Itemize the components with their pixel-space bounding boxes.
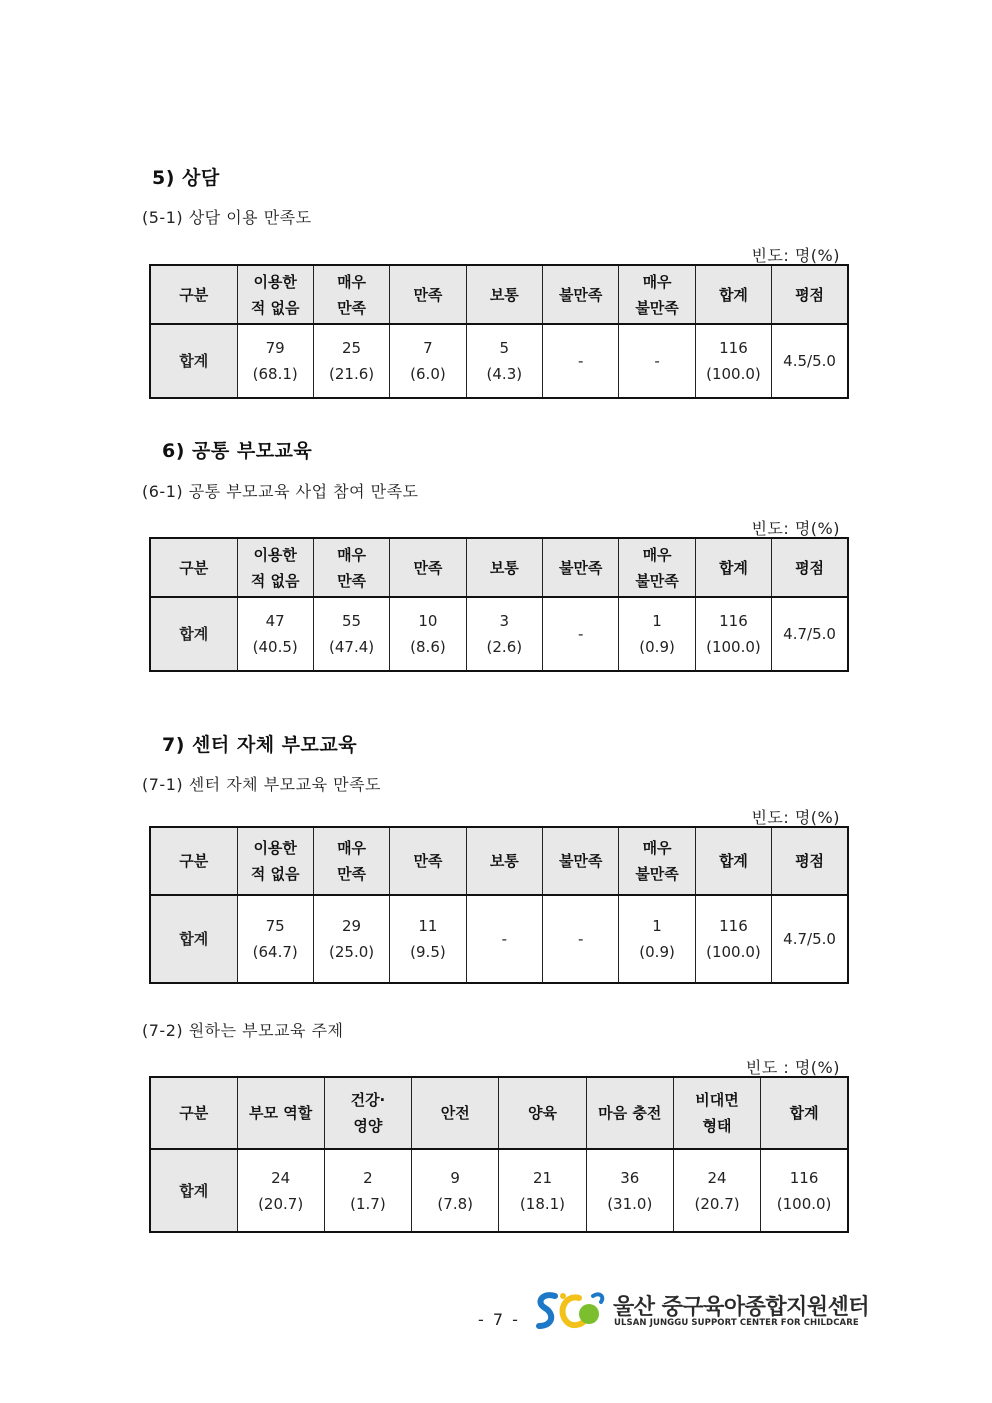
org-name-korean: 울산 중구육아종합지원센터 [613, 1295, 870, 1320]
subsection-title: (5-1) 상담 이용 만족도 [142, 208, 312, 227]
column-header-line: 평점 [795, 558, 825, 577]
table-cell [772, 895, 848, 983]
table-cell [237, 895, 313, 983]
corner-header: 구분 [150, 827, 237, 895]
cell-percent: (64.7) [252, 943, 298, 961]
column-header [619, 538, 695, 597]
column-header-line: 만족 [413, 558, 443, 577]
column-header [543, 538, 619, 597]
table-cell [695, 324, 771, 398]
column-header-line: 매우 [337, 839, 367, 857]
column-header-line: 불만족 [558, 558, 603, 577]
column-header-line: 형태 [702, 1117, 732, 1135]
column-header [761, 1077, 848, 1149]
column-header-line: 불만족 [635, 571, 679, 590]
satisfaction-table [149, 264, 849, 399]
column-header [466, 827, 542, 895]
cell-count: - [654, 352, 660, 370]
column-header-line: 평점 [795, 285, 825, 304]
table-cell [390, 597, 466, 671]
cell-count: 24 [271, 1168, 291, 1187]
corner-header: 구분 [150, 265, 237, 324]
cell-percent: (100.0) [706, 638, 761, 656]
column-header-line: 불만족 [558, 852, 603, 870]
column-header [313, 538, 389, 597]
cell-count: 25 [342, 339, 362, 357]
cell-percent: (18.1) [519, 1194, 566, 1213]
column-header [237, 1077, 324, 1149]
cell-count: 7 [423, 339, 433, 357]
table-cell [313, 324, 389, 398]
table-cell [619, 597, 695, 671]
column-header-line: 적 없음 [250, 571, 300, 590]
section-title: 7) 센터 자체 부모교육 [162, 734, 358, 756]
column-header-line: 불만족 [635, 865, 679, 883]
cell-count: 116 [789, 1168, 819, 1187]
row-header: 합계 [150, 597, 237, 671]
cell-count: 36 [620, 1168, 640, 1187]
cell-count: - [577, 625, 584, 643]
cell-count: 79 [265, 339, 285, 357]
table-cell [390, 324, 466, 398]
column-header-line: 불만족 [635, 298, 679, 317]
cell-count: - [501, 930, 508, 948]
column-header-line: 양육 [527, 1104, 557, 1122]
column-header-line: 매우 [337, 272, 367, 291]
cell-count: 4.7/5.0 [783, 625, 836, 643]
cell-count: 55 [342, 612, 362, 630]
column-header [586, 1077, 673, 1149]
table-cell [761, 1149, 848, 1232]
column-header [695, 538, 771, 597]
column-header-line: 적 없음 [250, 298, 300, 317]
column-header-line: 합계 [718, 852, 748, 870]
column-header-line: 보통 [489, 558, 519, 577]
column-header [673, 1077, 760, 1149]
table-cell [324, 1149, 411, 1232]
column-header [324, 1077, 411, 1149]
logo-mark-icon [533, 1290, 609, 1334]
cell-count: 75 [265, 917, 285, 935]
cell-count: 29 [342, 917, 362, 935]
column-header [412, 1077, 499, 1149]
column-header-line: 적 없음 [250, 865, 300, 883]
org-name-english: ULSAN JUNGGU SUPPORT CENTER FOR CHILDCARE [614, 1318, 859, 1328]
column-header-line: 매우 [642, 839, 672, 857]
cell-percent: (0.9) [639, 943, 675, 961]
cell-count: 2 [363, 1168, 373, 1187]
cell-percent: (100.0) [776, 1194, 832, 1213]
table-cell [619, 324, 695, 398]
table-cell [412, 1149, 499, 1232]
table-row [150, 324, 848, 398]
column-header-line: 이용한 [253, 839, 297, 857]
cell-count: 11 [418, 917, 438, 935]
column-header [772, 538, 848, 597]
section-title: 5) 상담 [152, 167, 220, 189]
cell-percent: (100.0) [706, 943, 761, 961]
cell-percent: (20.7) [258, 1194, 304, 1213]
column-header [695, 265, 771, 324]
cell-percent: (100.0) [706, 365, 761, 383]
page-number: - 7 - [478, 1310, 520, 1329]
column-header [695, 827, 771, 895]
table-cell [673, 1149, 760, 1232]
column-header-line: 영양 [353, 1117, 383, 1135]
table-cell [313, 597, 389, 671]
org-logo [533, 1288, 870, 1338]
column-header-line: 평점 [795, 852, 825, 870]
column-header-line: 건강· [350, 1091, 386, 1109]
table-cell [499, 1149, 586, 1232]
table-header-row [150, 1077, 848, 1149]
column-header-line: 비대면 [695, 1091, 739, 1109]
table-cell [772, 324, 848, 398]
cell-percent: (6.0) [410, 365, 446, 383]
cell-percent: (31.0) [607, 1194, 653, 1213]
column-header-line: 매우 [642, 545, 672, 564]
table-cell [619, 895, 695, 983]
column-header-line: 만족 [337, 571, 367, 590]
column-header-line: 만족 [337, 865, 367, 883]
table-cell [390, 895, 466, 983]
table-cell [237, 597, 313, 671]
subsection-title: (6-1) 공통 부모교육 사업 참여 만족도 [142, 482, 419, 501]
cell-count: - [577, 352, 584, 370]
satisfaction-table [149, 826, 849, 984]
table-cell [543, 597, 619, 671]
cell-count: 116 [719, 917, 748, 935]
column-header-line: 만족 [337, 298, 367, 317]
table-header-row [150, 538, 848, 597]
table-header-row [150, 265, 848, 324]
column-header [619, 265, 695, 324]
column-header [466, 265, 542, 324]
cell-count: 1 [652, 917, 662, 935]
cell-count: 4.7/5.0 [783, 930, 836, 948]
cell-percent: (7.8) [437, 1194, 473, 1213]
column-header [390, 827, 466, 895]
table-cell [466, 895, 542, 983]
column-header [772, 265, 848, 324]
cell-percent: (4.3) [486, 365, 523, 383]
column-header-line: 부모 역할 [249, 1104, 313, 1122]
column-header [313, 265, 389, 324]
cell-count: 3 [499, 612, 510, 630]
section-title: 6) 공통 부모교육 [162, 440, 313, 462]
unit-label: 빈도 : 명(%) [745, 1058, 840, 1077]
table-cell [237, 1149, 324, 1232]
table-cell [695, 597, 771, 671]
table-cell [313, 895, 389, 983]
column-header [313, 827, 389, 895]
column-header-line: 합계 [789, 1104, 819, 1122]
column-header [237, 538, 313, 597]
column-header-line: 만족 [413, 852, 443, 870]
cell-percent: (47.4) [329, 638, 375, 656]
cell-percent: (2.6) [486, 638, 523, 656]
table-row [150, 895, 848, 983]
row-header: 합계 [150, 324, 237, 398]
cell-percent: (68.1) [252, 365, 298, 383]
column-header [772, 827, 848, 895]
cell-count: 5 [499, 339, 510, 357]
cell-percent: (40.5) [252, 638, 298, 656]
row-header: 합계 [150, 1149, 237, 1232]
column-header [543, 827, 619, 895]
cell-percent: (9.5) [410, 943, 446, 961]
corner-header: 구분 [150, 1077, 237, 1149]
cell-percent: (0.9) [639, 638, 675, 656]
column-header-line: 매우 [642, 272, 672, 291]
column-header [466, 538, 542, 597]
column-header-line: 합계 [718, 558, 748, 577]
column-header-line: 불만족 [558, 285, 603, 304]
subsection-title: (7-1) 센터 자체 부모교육 만족도 [142, 775, 381, 794]
column-header-line: 합계 [718, 285, 748, 304]
cell-percent: (25.0) [329, 943, 375, 961]
topic-table [149, 1076, 849, 1233]
column-header-line: 만족 [413, 285, 443, 304]
unit-label: 빈도: 명(%) [751, 246, 840, 265]
table-cell [695, 895, 771, 983]
cell-count: 1 [652, 612, 662, 630]
column-header-line: 매우 [337, 545, 367, 564]
unit-label: 빈도: 명(%) [751, 808, 840, 827]
column-header [543, 265, 619, 324]
column-header [390, 265, 466, 324]
column-header-line: 보통 [489, 285, 519, 304]
table-cell [772, 597, 848, 671]
cell-count: 9 [450, 1168, 460, 1187]
cell-percent: (1.7) [350, 1194, 386, 1213]
column-header-line: 이용한 [253, 272, 297, 291]
column-header-line: 마음 충전 [598, 1104, 662, 1122]
cell-percent: (8.6) [410, 638, 446, 656]
column-header-line: 안전 [440, 1104, 470, 1122]
table-cell [543, 895, 619, 983]
unit-label: 빈도: 명(%) [751, 519, 840, 538]
cell-count: 24 [707, 1168, 727, 1187]
column-header [390, 538, 466, 597]
cell-count: 21 [532, 1168, 553, 1187]
cell-count: 10 [418, 612, 438, 630]
column-header [237, 265, 313, 324]
table-cell [237, 324, 313, 398]
cell-percent: (20.7) [694, 1194, 740, 1213]
table-row [150, 597, 848, 671]
table-cell [466, 597, 542, 671]
column-header-line: 보통 [489, 852, 519, 870]
cell-count: 116 [719, 612, 748, 630]
cell-count: - [577, 930, 584, 948]
column-header [499, 1077, 586, 1149]
subsection-title: (7-2) 원하는 부모교육 주제 [142, 1021, 344, 1040]
cell-count: 116 [719, 339, 748, 357]
column-header [237, 827, 313, 895]
table-header-row [150, 827, 848, 895]
cell-percent: (21.6) [329, 365, 375, 383]
column-header [619, 827, 695, 895]
column-header-line: 이용한 [253, 545, 297, 564]
cell-count: 47 [265, 612, 285, 630]
table-cell [466, 324, 542, 398]
satisfaction-table [149, 537, 849, 672]
table-row [150, 1149, 848, 1232]
cell-count: 4.5/5.0 [783, 352, 836, 370]
table-cell [543, 324, 619, 398]
corner-header: 구분 [150, 538, 237, 597]
table-cell [586, 1149, 673, 1232]
row-header: 합계 [150, 895, 237, 983]
